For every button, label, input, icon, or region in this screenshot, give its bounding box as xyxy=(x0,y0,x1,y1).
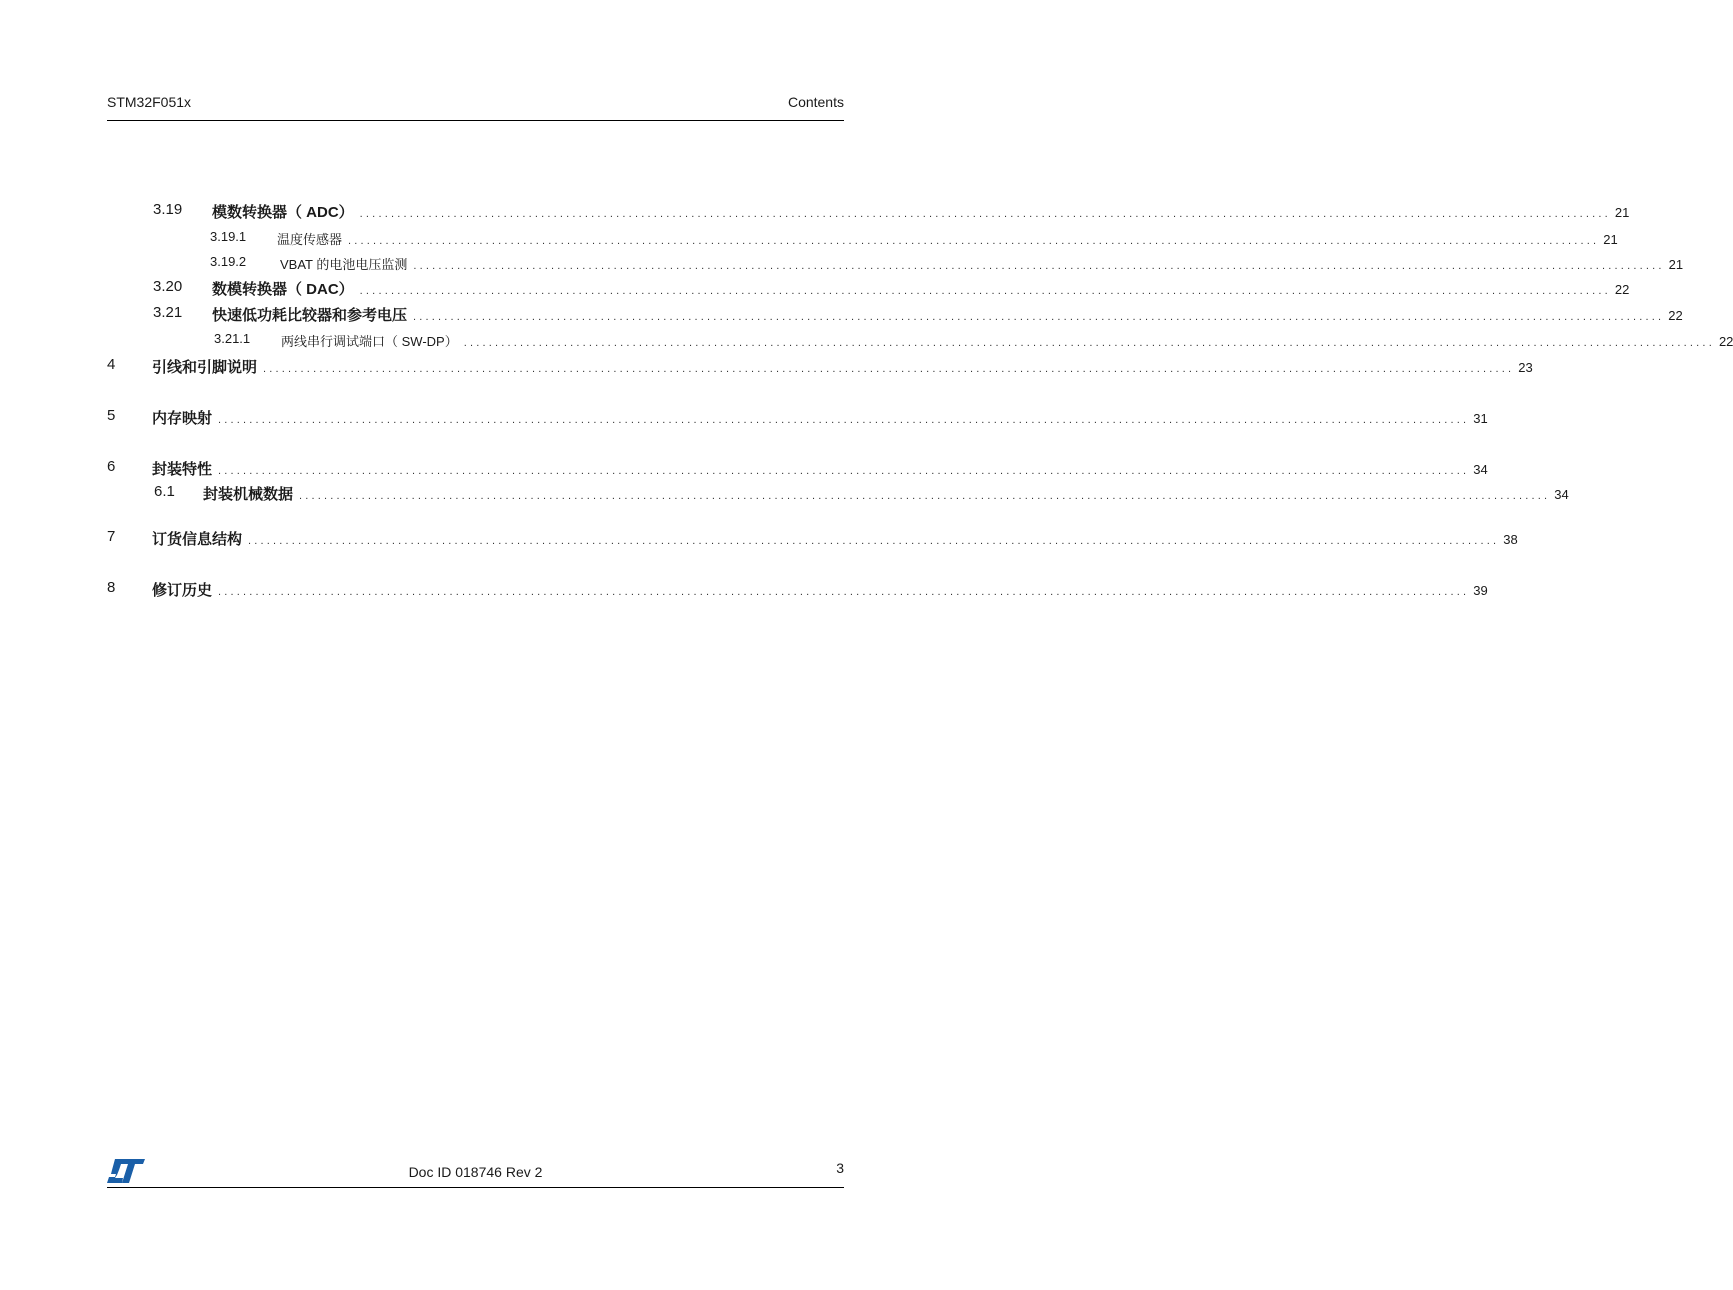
toc-entry-title: 修订历史 xyxy=(152,582,213,599)
toc-entry-number: 3.19.2 xyxy=(210,254,247,269)
toc-entry-page: 39 xyxy=(1473,583,1488,598)
toc-entry-page: 23 xyxy=(1518,360,1533,375)
toc-leader-dots: ........................................................................................................................................................................................................ xyxy=(299,490,1551,502)
toc-entry-title: 快速低功耗比较器和参考电压 xyxy=(212,307,408,324)
toc-entry-number: 3.19.1 xyxy=(210,229,247,244)
toc-entry-number: 8 xyxy=(107,579,116,596)
toc-entry[interactable] xyxy=(107,407,1488,427)
toc-entry-page: 34 xyxy=(1473,462,1488,477)
toc-entry-title: 内存映射 xyxy=(152,410,213,427)
toc-leader-dots: ........................................................................................................................................................................................................ xyxy=(348,235,1600,247)
toc-entry-page: 31 xyxy=(1473,411,1488,426)
toc-entry[interactable] xyxy=(107,528,1518,548)
toc-entry-number: 3.20 xyxy=(153,278,183,295)
toc-entry-page: 34 xyxy=(1554,487,1569,502)
toc-entry-number: 3.21.1 xyxy=(214,331,251,346)
toc-entry-number: 4 xyxy=(107,356,116,373)
toc-entry-page: 22 xyxy=(1614,282,1630,297)
toc-leader-dots: ........................................................................................................................................................................................................ xyxy=(463,337,1715,349)
toc-entry-title: 订货信息结构 xyxy=(152,531,243,548)
toc-entry-title: VBAT 的电池电压监测 xyxy=(280,257,408,272)
toc-entry-number: 6.1 xyxy=(154,483,175,500)
toc-leader-dots: ........................................................................................................................................................................................................ xyxy=(218,414,1470,426)
header-document-title: STM32F051x xyxy=(107,94,192,110)
footer-page-number: 3 xyxy=(836,1160,844,1176)
toc-leader-dots: ........................................................................................................................................................................................................ xyxy=(218,465,1470,477)
toc-leader-dots: ........................................................................................................................................................................................................ xyxy=(248,535,1500,547)
toc-entry-title: 数模转换器（ DAC） xyxy=(212,281,354,298)
toc-leader-dots: ........................................................................................................................................................................................................ xyxy=(263,363,1515,375)
toc-entry-number: 5 xyxy=(107,407,116,424)
toc-entry-number: 3.21 xyxy=(153,304,183,321)
toc-entry[interactable] xyxy=(153,278,1630,298)
toc-entry-number: 3.19 xyxy=(153,201,183,218)
toc-entry-page: 21 xyxy=(1668,257,1684,272)
toc-entry[interactable] xyxy=(107,579,1488,599)
page-footer xyxy=(107,1155,844,1188)
page-header xyxy=(107,94,844,121)
toc-entry[interactable] xyxy=(214,331,1733,351)
toc-leader-dots: ........................................................................................................................................................................................................ xyxy=(413,311,1665,323)
header-section-title: Contents xyxy=(787,94,844,110)
toc-leader-dots: ........................................................................................................................................................................................................ xyxy=(359,208,1611,220)
footer-doc-id: Doc ID 018746 Rev 2 xyxy=(408,1164,543,1180)
toc-entry-page: 21 xyxy=(1614,205,1630,220)
toc-entry[interactable] xyxy=(107,458,1488,478)
toc-entry[interactable] xyxy=(210,254,1684,274)
toc-entry[interactable] xyxy=(210,229,1618,249)
toc-entry[interactable] xyxy=(153,304,1683,324)
toc-entry[interactable] xyxy=(107,356,1533,376)
toc-entry-title: 模数转换器（ ADC） xyxy=(212,204,354,221)
toc-entry-number: 7 xyxy=(107,528,116,545)
toc-entry-title: 温度传感器 xyxy=(277,232,343,247)
toc-entry-title: 封装特性 xyxy=(152,461,213,478)
toc-entry-title: 引线和引脚说明 xyxy=(152,359,258,376)
toc-leader-dots: ........................................................................................................................................................................................................ xyxy=(359,285,1611,297)
toc-entry-page: 21 xyxy=(1603,232,1618,247)
toc-entry-page: 38 xyxy=(1503,532,1518,547)
toc-entry[interactable] xyxy=(153,201,1630,221)
toc-entry-number: 6 xyxy=(107,458,116,475)
toc-leader-dots: ........................................................................................................................................................................................................ xyxy=(218,586,1470,598)
toc-entry-title: 两线串行调试端口（ SW-DP） xyxy=(281,334,458,349)
toc-entry-title: 封装机械数据 xyxy=(203,486,294,503)
toc-entry[interactable] xyxy=(154,483,1569,503)
toc-entry-page: 22 xyxy=(1718,334,1733,349)
toc-entry-page: 22 xyxy=(1668,308,1683,323)
toc-leader-dots: ........................................................................................................................................................................................................ xyxy=(413,260,1665,272)
